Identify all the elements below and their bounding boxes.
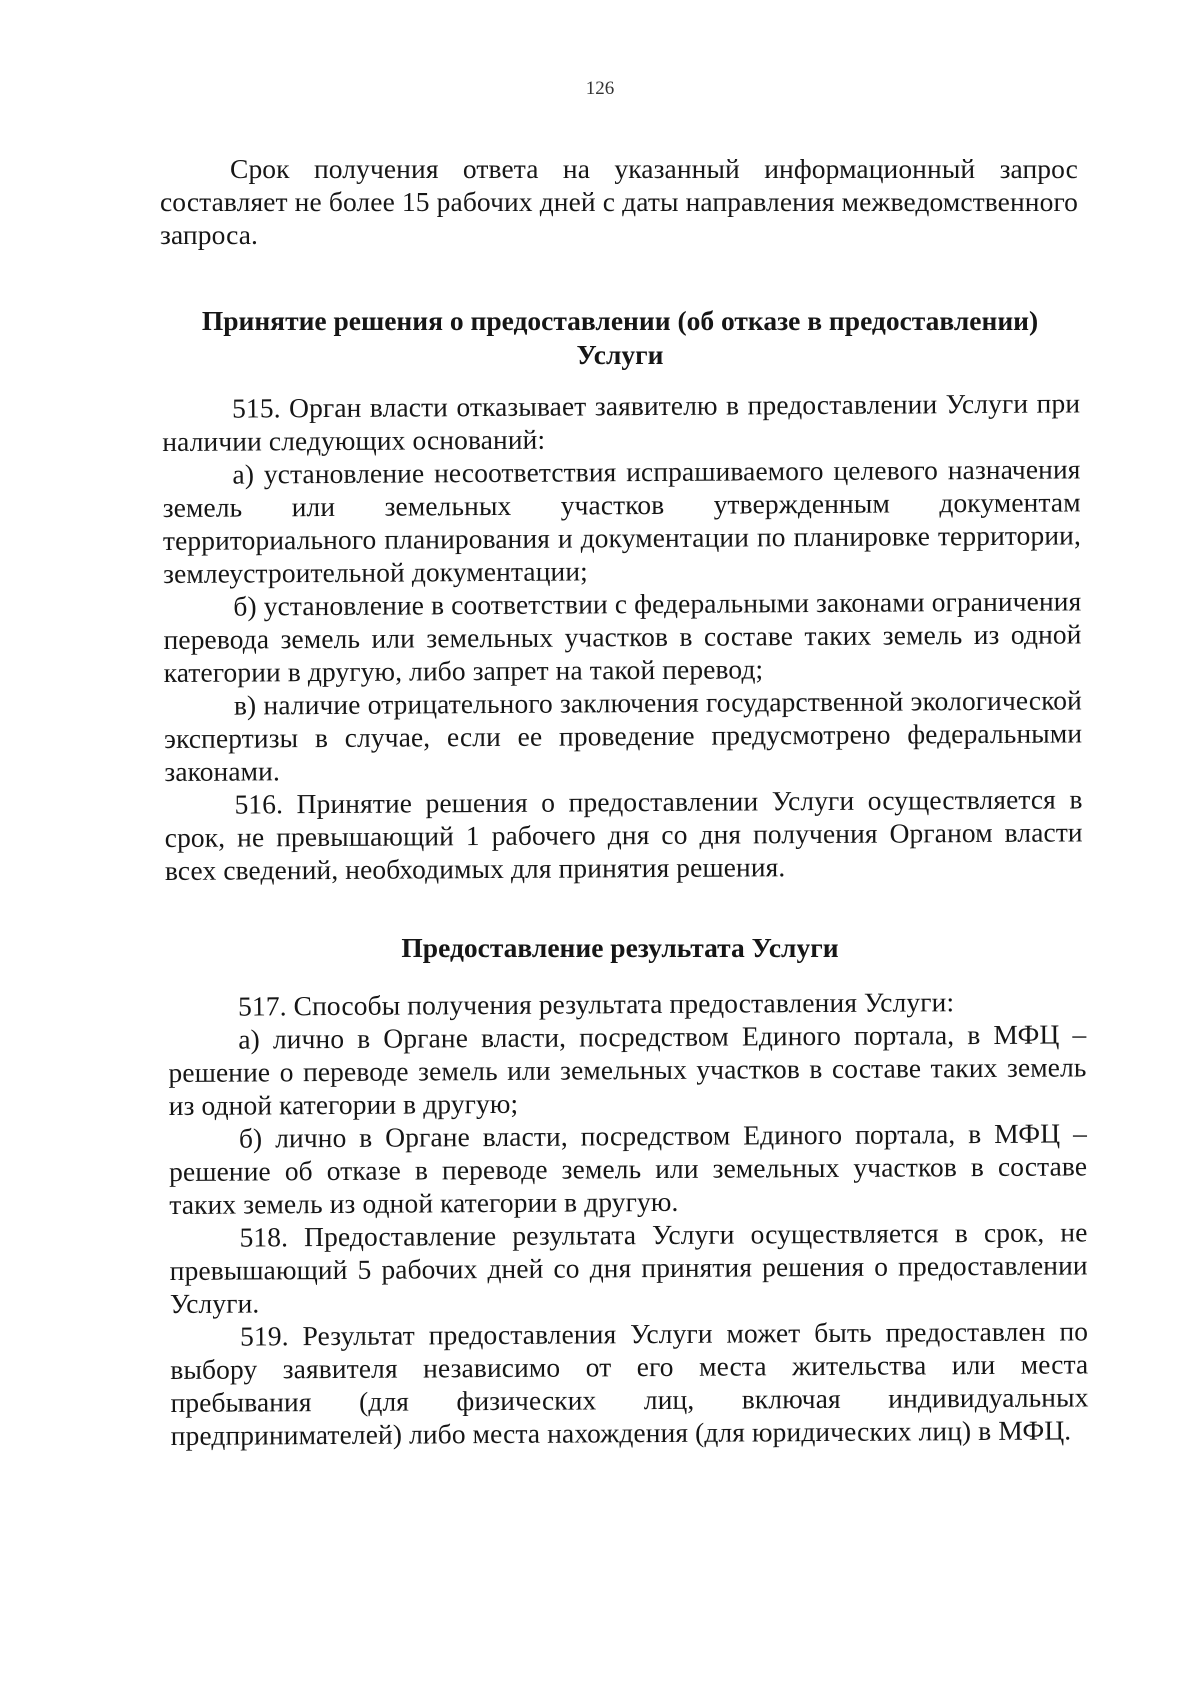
paragraph-517-b: б) лично в Органе власти, посредством Единого портала, в МФЦ – решение об отказе в переводе земель или земельных участков в составе таких земель из одной категории в другую.: [169, 1117, 1088, 1220]
section-decision-body: [162, 386, 1083, 887]
section-result-body: [168, 984, 1089, 1452]
intro-block: [160, 152, 1078, 251]
paragraph-515-b: б) установление в соответствии с федеральными законами ограничения перевода земель или земельных участков в составе таких земель из одной категории в другую, либо запрет на такой перевод;: [163, 585, 1082, 688]
paragraph-517: 517. Способы получения результата предоставления Услуги:: [238, 986, 955, 1022]
paragraph-518: 518. Предоставление результата Услуги осуществляется в срок, не превышающий 5 рабочих дней со дня принятия решения о предоставлении Услуги.: [169, 1216, 1088, 1319]
paragraph-519: 519. Результат предоставления Услуги может быть предоставлен по выбору заявителя независимо от его места жительства или места пребывания (для физических лиц, включая индивидуальных предпринимателей) либо места нахождения (для юридических лиц) в МФЦ.: [170, 1315, 1089, 1451]
paragraph-515: 515. Орган власти отказывает заявителю в предоставлении Услуги при наличии следующих оснований:: [162, 387, 1081, 457]
section-heading-decision: Принятие решения о предоставлении (об отказе в предоставлении) Услуги: [201, 305, 1039, 370]
paragraph-516: 516. Принятие решения о предоставлении Услуги осуществляется в срок, не превышающий 1 рабочего дня со дня получения Органом власти всех сведений, необходимых для принятия решения.: [164, 783, 1083, 886]
paragraph-517-a: а) лично в Органе власти, посредством Единого портала, в МФЦ – решение о переводе земель или земельных участков в составе таких земель из одной категории в другую;: [168, 1018, 1087, 1121]
page-number: 126: [585, 78, 615, 99]
paragraph-515-a: а) установление несоответствия испрашиваемого целевого назначения земель или земельных участков утвержденным документам территориального планирования и документации по планировке территории, землеустроительной документации;: [162, 453, 1081, 589]
paragraph-515-v: в) наличие отрицательного заключения государственной экологической экспертизы в случае, если ее проведение предусмотрено федеральными законами.: [164, 684, 1083, 787]
section-heading-result: Предоставление результата Услуги: [401, 932, 839, 963]
paragraph: Срок получения ответа на указанный информационный запрос составляет не более 15 рабочих дней с даты направления межведомственного запроса.: [160, 153, 1078, 250]
